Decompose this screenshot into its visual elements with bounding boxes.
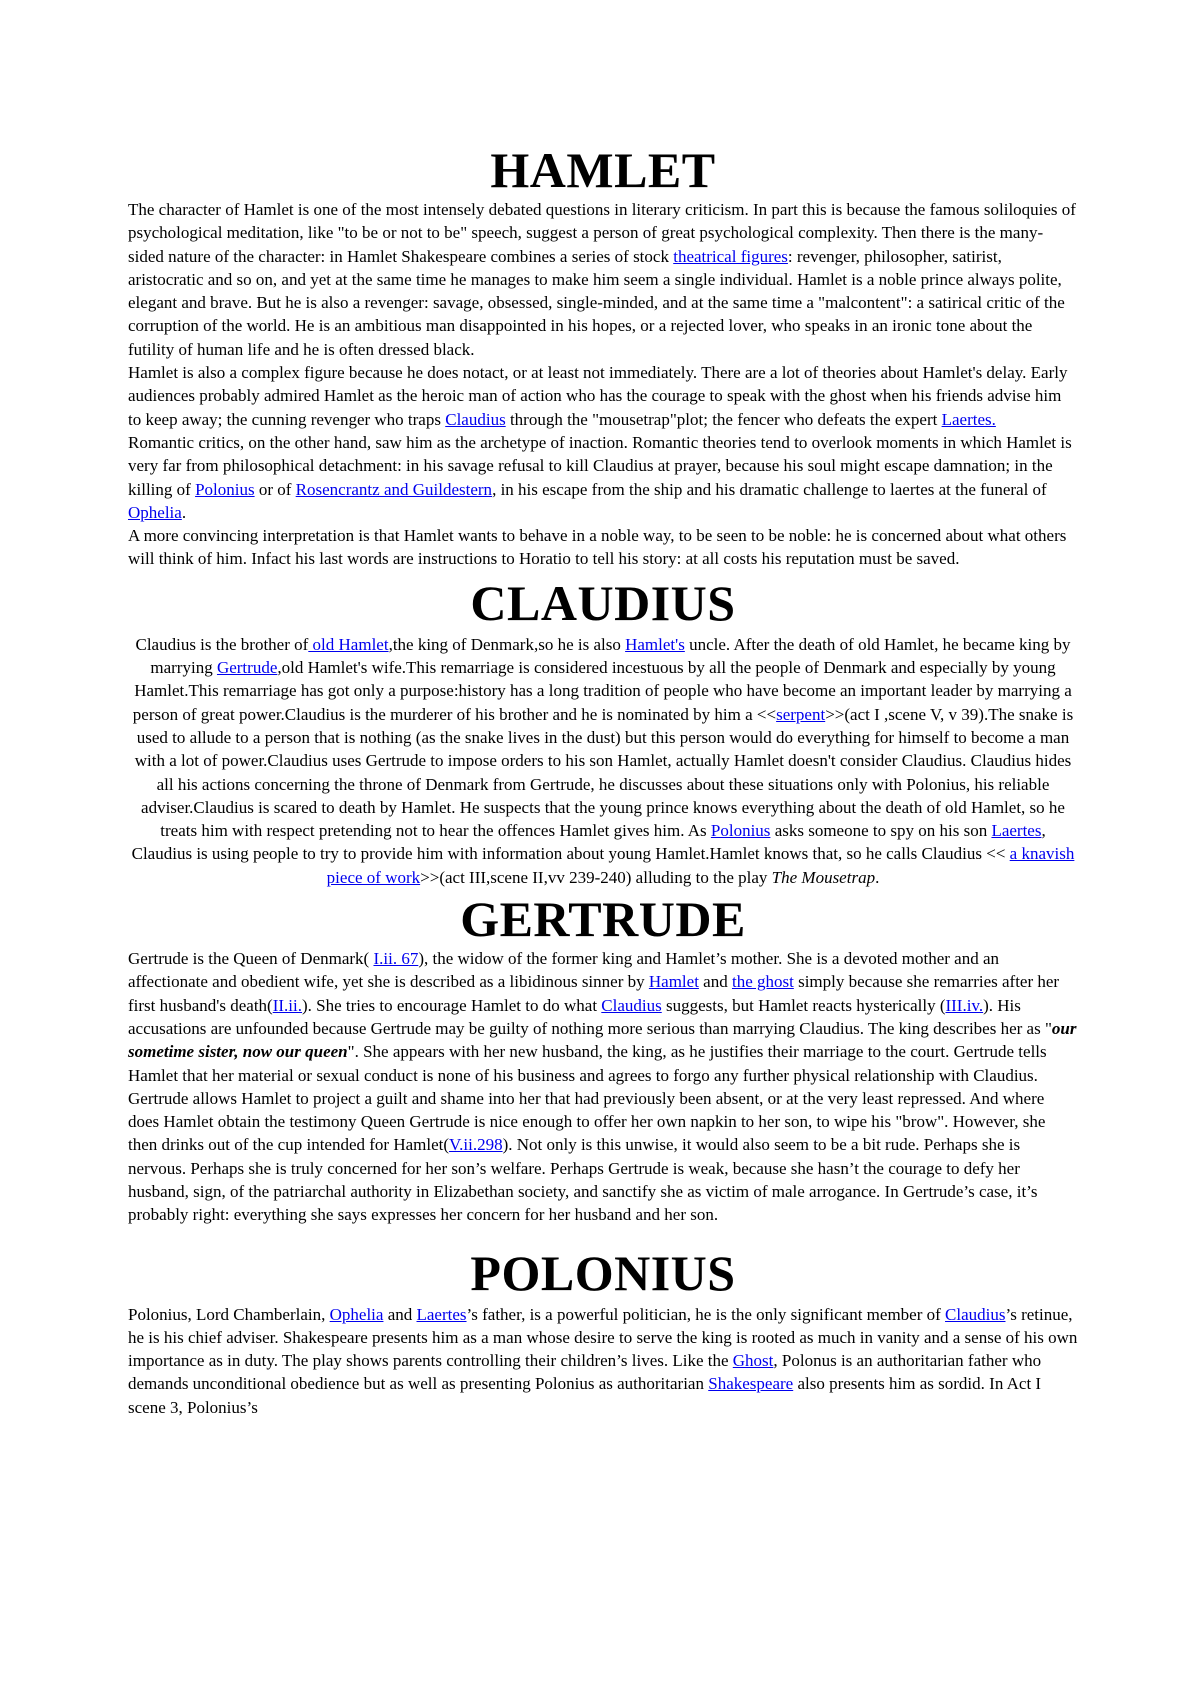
link-claudius-3[interactable]: Claudius [945,1304,1006,1324]
play-title-mousetrap: The Mousetrap [771,867,876,887]
link-polonius-2[interactable]: Polonius [710,821,771,841]
section-spacer [128,1227,1078,1245]
link-iii-iv[interactable]: III.iv. [945,995,984,1015]
link-ophelia-2[interactable]: Ophelia [329,1304,384,1324]
link-old-hamlet[interactable]: old Hamlet [308,634,389,654]
link-laertes-3[interactable]: Laertes [416,1304,467,1324]
section-title-gertrude: GERTRUDE [460,891,746,948]
claudius-section [128,633,1078,889]
link-shakespeare[interactable]: Shakespeare [708,1374,794,1394]
link-serpent[interactable]: serpent [776,704,826,724]
link-theatrical-figures[interactable]: theatrical figures [673,246,788,266]
document-page [128,142,1078,1419]
link-laertes-2[interactable]: Laertes [991,821,1042,841]
link-ii-ii[interactable]: II.ii. [272,995,302,1015]
link-ophelia[interactable]: Ophelia [128,502,182,522]
link-gertrude[interactable]: Gertrude [216,658,278,678]
link-laertes[interactable]: Laertes. [941,409,996,429]
link-claudius-2[interactable]: Claudius [601,995,662,1015]
hamlet-paragraph-3: Romantic critics, on the other hand, saw him as the archetype of inaction. Romantic theories tend to overlook moments in which Hamlet is very far from philosophical detachment: in his savage refusal to kill Claudius at prayer, because his soul might escape damnation; in the killing of Polonius or of Rosencrantz and Guildestern, in his escape from the ship and his dramatic challenge to laertes at the funeral of Ophelia. [128,432,1072,522]
link-polonius[interactable]: Polonius [195,479,255,499]
link-the-ghost[interactable]: the ghost [731,972,794,992]
section-title-claudius: CLAUDIUS [470,574,736,631]
section-title-polonius: POLONIUS [470,1244,736,1301]
link-hamlets[interactable]: Hamlet's [625,634,685,654]
quote-sometime-sister: our sometime sister, now our queen [128,1018,1077,1062]
hamlet-paragraph-2: Hamlet is also a complex figure because he does notact, or at least not immediately. There are a lot of theories about Hamlet's delay. Early audiences probably admired Hamlet as the heroic man of action who has the courage to speak with the ghost when his friends advise him to keep away; the cunning revenger who traps Claudius through the "mousetrap"plot; the fencer who defeats the expert Laertes. [128,363,1068,429]
link-ghost[interactable]: Ghost [732,1351,774,1371]
claudius-paragraph-1: Claudius is the brother of old Hamlet,the king of Denmark,so he is also Hamlet's uncle. After the death of old Hamlet, he became king by marrying Gertrude,old Hamlet's wife.This remarriage is considered incestuous by all the people of Denmark and especially by young Hamlet.This remarriage has got only a purpose:history has a long tradition of people who have become an important leader by marrying a person of great power.Claudius is the murderer of his brother and he is nominated by him a <<serpent>>(act I ,scene V, v 39).The snake is used to allude to a person that is nothing (as the snake lives in the dust) but this person would do everything for himself to become a man with a lot of power.Claudius uses Gertrude to impose orders to his son Hamlet, actually Hamlet doesn't consider Claudius. Claudius hides all his actions concerning the throne of Denmark from Gertrude, he discusses about these situations only with Polonius, his reliable adviser.Claudius is scared to death by Hamlet. He suspects that the young prince knows everything about the death of old Hamlet, so he treats him with respect pretending not to hear the offences Hamlet gives him. As Polonius asks someone to spy on his son Laertes, Claudius is using people to try to provide him with information about young Hamlet.Hamlet knows that, so he calls Claudius << a knavish piece of work>>(act III,scene II,vv 239-240) alluding to the play The Mousetrap. [131,634,1075,887]
polonius-paragraph-1: Polonius, Lord Chamberlain, Ophelia and Laertes’s father, is a powerful politician, he is the only significant member of Claudius’s retinue, he is his chief adviser. Shakespeare presents him as a man whose desire to serve the king is rooted as much in vanity and a sense of his own importance as in duty. The play shows parents controlling their children’s lives. Like the Ghost, Polonus is an authoritarian father who demands unconditional obedience but as well as presenting Polonius as authoritarian Shakespeare also presents him as sordid. In Act I scene 3, Polonius’s [128,1304,1078,1417]
hamlet-paragraph-4: A more convincing interpretation is that Hamlet wants to behave in a noble way, to be seen to be noble: he is concerned about what others will think of him. Infact his last words are instructions to Horatio to tell his story: at all costs his reputation must be saved. [128,526,1067,569]
link-hamlet[interactable]: Hamlet [648,972,699,992]
hamlet-paragraph-1: The character of Hamlet is one of the most intensely debated questions in literary criticism. In part this is because the famous soliloquies of psychological meditation, like "to be or not to be" speech, suggest a person of great psychological complexity. Then there is the many-sided nature of the character: in Hamlet Shakespeare combines a series of stock theatrical figures: revenger, philosopher, satirist, aristocratic and so on, and yet at the same time he manages to make him seem a single individual. Hamlet is a noble prince always polite, elegant and brave. But he is also a revenger: savage, obsessed, single-minded, and at the same time a "malcontent": a satirical critic of the corruption of the world. He is an ambitious man disappointed in his hopes, or a rejected lover, who speaks in an ironic tone about the futility of human life and he is often dressed black. [128,200,1076,359]
link-rosencrantz-guildestern[interactable]: Rosencrantz and Guildestern [295,479,493,499]
gertrude-paragraph-1: Gertrude is the Queen of Denmark( I.ii. 67), the widow of the former king and Hamlet’s mother. She is a devoted mother and an affectionate and obedient wife, yet she is described as a libidinous sinner by Hamlet and the ghost simply because she remarries after her first husband's death(II.ii.). She tries to encourage Hamlet to do what Claudius suggests, but Hamlet reacts hysterically (III.iv.). His accusations are unfounded because Gertrude may be guilty of nothing more serious than marrying Claudius. The king describes her as "our sometime sister, now our queen". She appears with her new husband, the king, as he justifies their marriage to the court. Gertrude tells Hamlet that her material or sexual conduct is none of his business and agrees to forgo any further physical relationship with Claudius. Gertrude allows Hamlet to project a guilt and shame into her that had previously been absent, or at the very least repressed. And where does Hamlet obtain the testimony Queen Gertrude is nice enough to offer her own napkin to her son, to wipe his "brow". However, she then drinks out of the cup intended for Hamlet(V.ii.298). Not only is this unwise, it would also seem to be a bit rude. Perhaps she is nervous. Perhaps she is truly concerned for her son’s welfare. Perhaps Gertrude is weak, because she hasn’t the courage to defy her husband, sign, of the patriarchal authority in Elizabethan society, and sanctify she as victim of male arrogance. In Gertrude’s case, it’s probably right: everything she says expresses her concern for her husband and her son. [128,949,1077,1225]
link-i-ii-67[interactable]: I.ii. 67 [373,949,419,969]
link-claudius[interactable]: Claudius [445,409,506,429]
section-title-hamlet: HAMLET [490,142,716,198]
link-v-ii-298[interactable]: V.ii.298 [449,1135,503,1155]
link-knavish-piece-of-work[interactable]: a knavish piece of work [326,844,1075,887]
